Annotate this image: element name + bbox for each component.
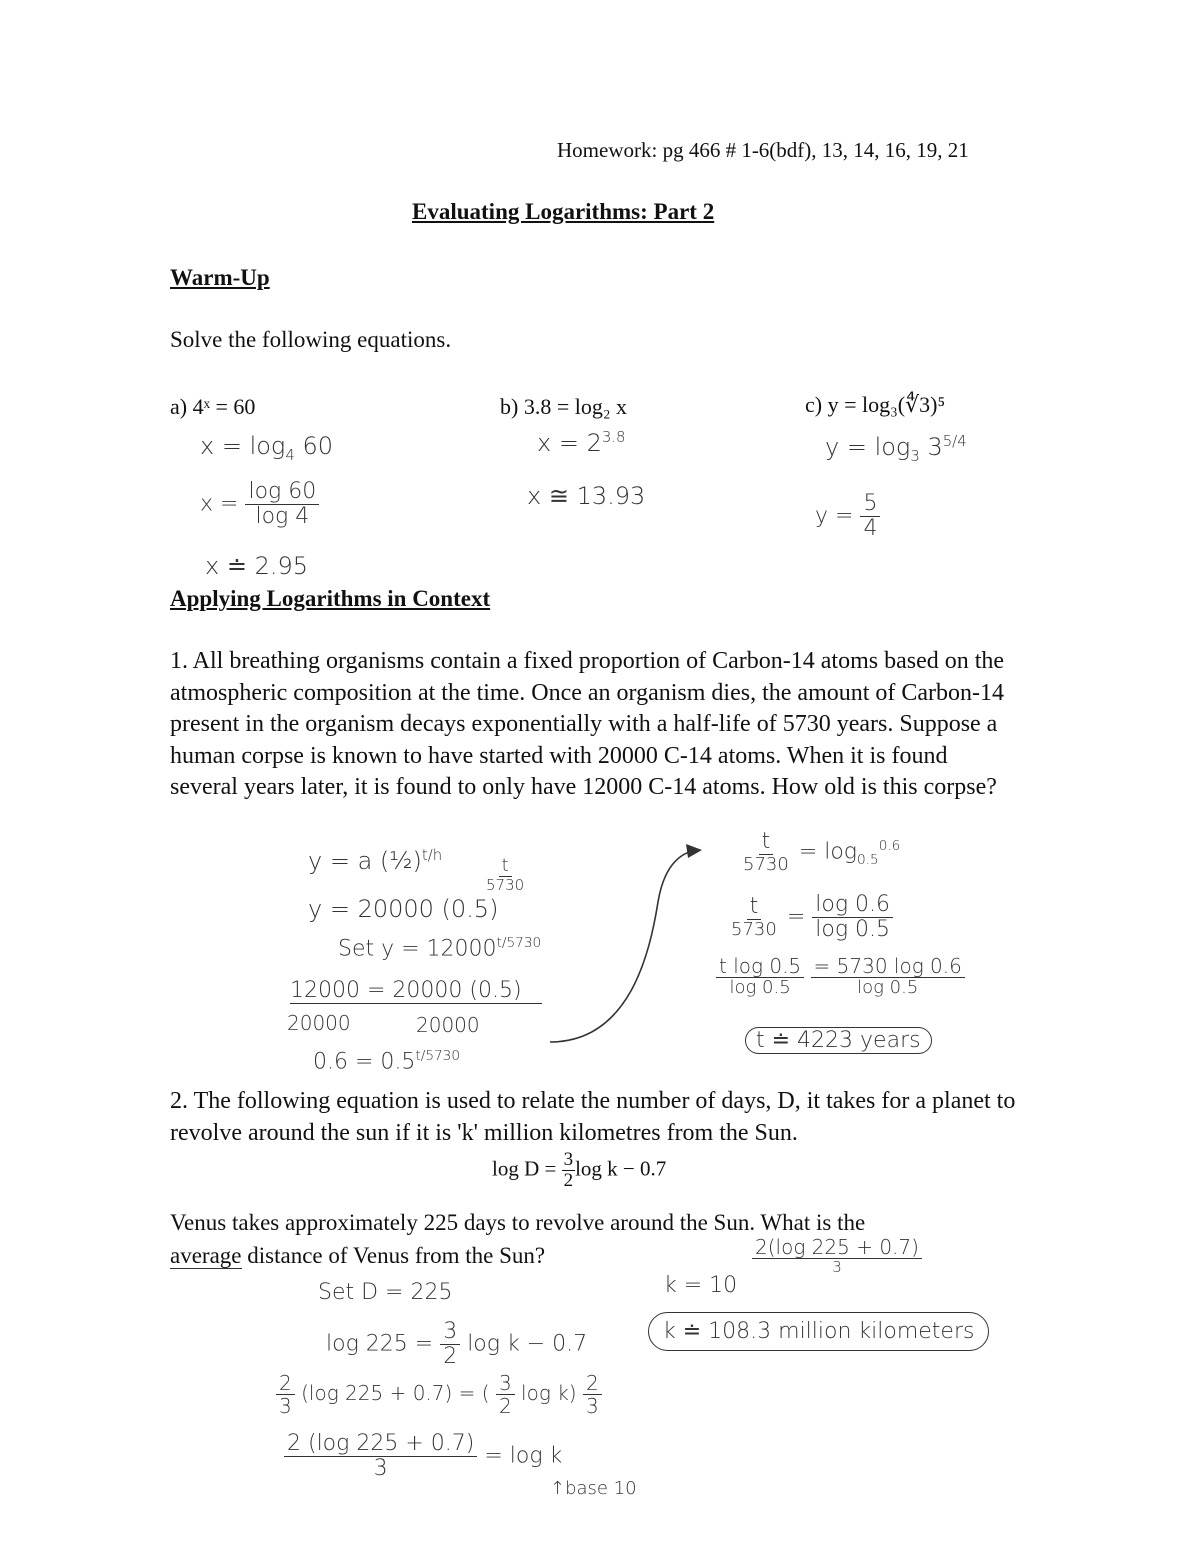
- log-fraction: [245, 480, 319, 529]
- step-lhs: x =: [200, 491, 239, 517]
- fraction-num: log 60: [245, 480, 319, 505]
- fraction-den: 5730: [486, 875, 525, 894]
- warmup-a: [170, 394, 255, 420]
- step-text: 60: [302, 432, 333, 460]
- fraction-den: 3: [832, 1258, 842, 1276]
- step-sup: t/h: [421, 846, 443, 864]
- question-rest: distance of Venus from the Sun?: [241, 1243, 546, 1268]
- warmup-b-label: b): [500, 394, 519, 419]
- step-text: log k): [521, 1381, 577, 1405]
- step-text: = log: [798, 839, 858, 865]
- q1-answer-circled: t ≐ 4223 years: [745, 1027, 932, 1054]
- fraction-den: 4: [863, 516, 878, 542]
- fraction-den: 2: [443, 1344, 458, 1370]
- emphasis-average: average: [170, 1243, 242, 1268]
- warmup-c-equation: y = log₃(∜3)⁵: [827, 392, 946, 417]
- q2-base-note: ↑base 10: [550, 1478, 637, 1499]
- step-text: 0.6 = 0.5: [313, 1049, 416, 1075]
- warmup-instruction: Solve the following equations.: [170, 327, 452, 352]
- fraction-num: t: [759, 830, 774, 855]
- q2-work-line2: [326, 1320, 587, 1369]
- context-heading: Applying Logarithms in Context: [170, 586, 491, 611]
- warmup-c-label: c): [805, 392, 823, 417]
- q2-formula: [492, 1150, 666, 1191]
- question-1-text: 1. All breathing organisms contain a fixed proportion of Carbon-14 atoms based on the atmospheric composition at the time. Once an organism dies, the amount of Carbon-14 present in the organism decays exponentially with a half-life of 5730 years. Suppose a human corpse is known to have started with 20000 C-14 atoms. When it is found several years later, it is found to only have 12000 C-14 atoms. How old is this corpse?: [170, 648, 1005, 800]
- step-sup: 3.8: [601, 428, 626, 446]
- fraction-den: 3: [373, 1456, 388, 1482]
- formula-rhs: log k − 0.7: [575, 1156, 667, 1181]
- fraction-num: 3: [563, 1149, 574, 1170]
- fraction-num: 5: [860, 492, 880, 517]
- warmup-a-label: a): [170, 394, 188, 419]
- fraction-num: 2 (log 225 + 0.7): [284, 1432, 477, 1457]
- step-text: Set y = 12000: [338, 936, 497, 962]
- q1-right-line3: [716, 955, 965, 998]
- warmup-c: [805, 392, 945, 418]
- q2-work-line1: Set D = 225: [318, 1280, 453, 1305]
- fraction-num: 2: [583, 1372, 602, 1395]
- q1-work-denominator-left: 20000: [287, 1011, 351, 1035]
- fraction-num: 2: [276, 1372, 295, 1395]
- fraction-num: = 5730 log 0.6: [811, 955, 965, 978]
- fraction-num: log 0.6: [812, 893, 893, 918]
- q1-right-line2: [728, 893, 893, 942]
- q2-exponent-fraction: [752, 1236, 922, 1276]
- step-sup: t/5730: [496, 935, 542, 951]
- warmup-b-equation: 3.8 = log₂ x: [523, 394, 628, 419]
- warmup-b-step1: [537, 428, 626, 457]
- fraction-den: 5730: [743, 854, 789, 876]
- q2-work-line3: [276, 1372, 602, 1417]
- step-sup: t/5730: [415, 1048, 461, 1064]
- q2-k-equation: k = 10: [664, 1273, 738, 1298]
- fraction-num: 3: [496, 1372, 515, 1395]
- q1-work-t-fraction: [483, 856, 527, 893]
- formula-fraction: [562, 1150, 576, 1191]
- fraction-den: log 4: [255, 504, 310, 530]
- q2-question-line2: [170, 1243, 545, 1269]
- step-sub: 4: [285, 445, 295, 464]
- q1-work-denominator-right: 20000: [416, 1013, 480, 1037]
- fraction-den: 2: [563, 1169, 574, 1191]
- warmup-a-step2: [200, 480, 319, 529]
- fraction-num: 3: [440, 1320, 460, 1345]
- warmup-b: [500, 394, 627, 420]
- fraction-den: 5730: [731, 919, 777, 941]
- base-note-text: base 10: [565, 1478, 637, 1499]
- fraction-num: 2(log 225 + 0.7): [752, 1236, 922, 1259]
- fraction-den: 3: [279, 1394, 292, 1418]
- warmup-heading: Warm-Up: [170, 265, 270, 290]
- q1-work-line3: [338, 935, 541, 961]
- step-sup: 5/4: [942, 432, 967, 450]
- fraction-den: log 0.5: [857, 977, 919, 998]
- step-sub: 0.5: [857, 851, 879, 868]
- step-sup: 0.6: [878, 838, 901, 855]
- warmup-a-equation: 4ˣ = 60: [192, 394, 256, 419]
- q1-work-line5: [313, 1048, 460, 1074]
- warmup-c-answer: [815, 492, 880, 541]
- q1-work-line4: 12000 = 20000 (0.5): [290, 978, 542, 1004]
- q2-work-line4: [284, 1432, 562, 1481]
- fraction-den: log 0.5: [815, 917, 891, 943]
- step-text: 3: [927, 433, 943, 461]
- page-title: Evaluating Logarithms: Part 2: [412, 199, 715, 224]
- step-text: y = log: [825, 433, 911, 461]
- answer-fraction: [860, 492, 880, 541]
- homework-assignment: Homework: pg 466 # 1-6(bdf), 13, 14, 16, 19, 21: [557, 138, 969, 162]
- step-text: (log 225 + 0.7) = (: [301, 1381, 490, 1405]
- step-text: log k − 0.7: [467, 1331, 588, 1357]
- warmup-c-step1: [825, 432, 967, 465]
- q2-answer-circled: k ≐ 108.3 million kilometers: [648, 1312, 989, 1351]
- warmup-b-answer: x ≅ 13.93: [527, 482, 646, 510]
- step-text: = log k: [484, 1443, 563, 1469]
- fraction-num: t log 0.5: [716, 955, 804, 978]
- question-2-text: 2. The following equation is used to relate the number of days, D, it takes for a planet to revolve around the sun if it is 'k' million kilometres from the Sun.: [170, 1088, 1016, 1146]
- step-lhs: y =: [815, 503, 854, 529]
- step-text: x = 2: [537, 429, 602, 457]
- q1-right-line1: [740, 830, 900, 875]
- step-sub: 3: [910, 446, 920, 465]
- q1-continue-arrow-icon: [540, 842, 710, 1052]
- warmup-a-answer: x ≐ 2.95: [205, 552, 309, 580]
- fraction-den: 3: [585, 1394, 599, 1418]
- fraction-num: t: [499, 856, 512, 877]
- step-text: x = log: [200, 432, 286, 460]
- step-text: =: [786, 904, 813, 930]
- q2-question-line1: Venus takes approximately 225 days to revolve around the Sun. What is the: [170, 1210, 866, 1235]
- warmup-a-step1: [200, 432, 333, 464]
- step-text: y = a (½): [308, 847, 422, 875]
- fraction-den: log 0.5: [729, 977, 791, 998]
- fraction-den: 2: [498, 1394, 512, 1418]
- q1-work-line1: [308, 846, 442, 875]
- formula-lhs: log D =: [492, 1156, 557, 1181]
- step-text: log 225 =: [326, 1331, 434, 1357]
- fraction-num: t: [747, 895, 762, 920]
- q1-work-line2: y = 20000 (0.5): [308, 895, 499, 923]
